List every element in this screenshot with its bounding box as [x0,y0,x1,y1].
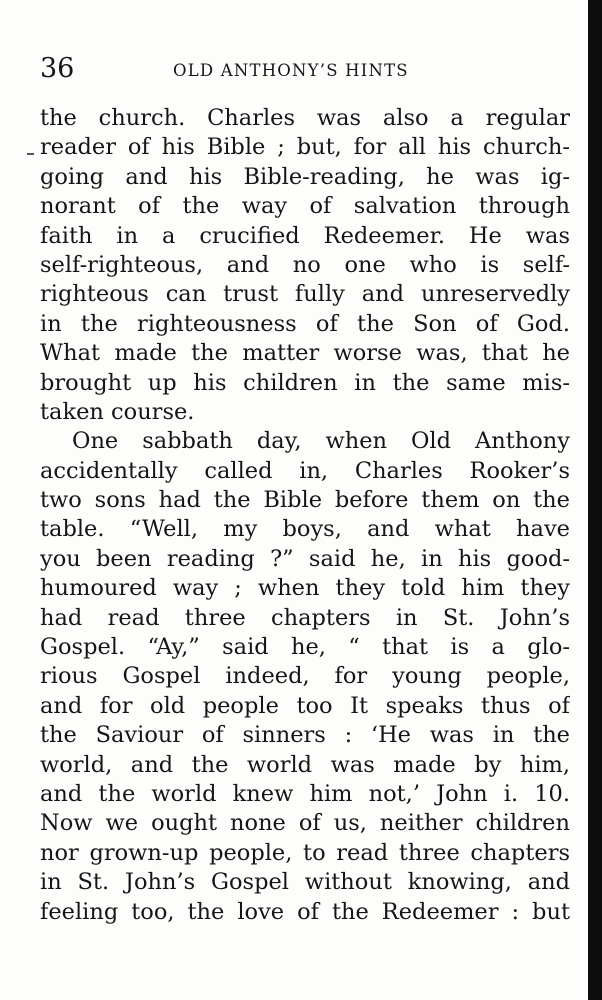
running-title: OLD ANTHONY’S HINTS [173,61,409,80]
text-line: reader of his Bible ; but, for all his church- [40,134,570,161]
text-line: accidentally called in, Charles Rooker’s [40,457,570,484]
text-line: the Saviour of sinners : ‘He was in the [40,722,570,749]
text-line: rious Gospel indeed, for young people, [40,663,570,690]
text-line: in St. John’s Gospel without knowing, and [40,869,570,896]
text-line: you been reading ?” said he, in his good- [40,545,570,572]
text-line: self-righteous, and no one who is self- [40,251,570,278]
paragraph-first-line: One sabbath day, when Old Anthony [72,428,570,455]
text-line: righteous can trust fully and unreservedly [40,281,570,308]
text-line: norant of the way of salvation through [40,193,570,220]
text-line: going and his Bible-reading, he was ig- [40,163,570,190]
text-line: in the righteousness of the Son of God. [40,310,570,337]
text-line: nor grown-up people, to read three chapters [40,839,570,866]
text-line: Now we ought none of us, neither children [40,810,570,837]
page-edge-shadow [588,0,602,1000]
margin-mark [27,153,34,155]
page-number: 36 [40,53,75,84]
body-text [40,104,570,927]
text-line: feeling too, the love of the Redeemer : but [40,898,570,925]
text-line: world, and the world was made by him, [40,751,570,778]
text-line: two sons had the Bible before them on the [40,487,570,514]
page-header [40,54,570,88]
paragraph-end-line: taken course. [40,398,195,425]
text-line: and the world knew him not,’ John i. 10. [40,780,570,807]
text-line: and for old people too It speaks thus of [40,692,570,719]
text-line: faith in a crucified Redeemer. He was [40,222,570,249]
text-line: What made the matter worse was, that he [40,340,570,367]
text-line: Gospel. “Ay,” said he, “ that is a glo- [40,634,570,661]
text-line: had read three chapters in St. John’s [40,604,570,631]
text-line: the church. Charles was also a regular [40,105,570,131]
text-line: humoured way ; when they told him they [40,575,570,602]
text-line: brought up his children in the same mis- [40,369,570,396]
text-line: table. “Well, my boys, and what have [40,516,570,543]
